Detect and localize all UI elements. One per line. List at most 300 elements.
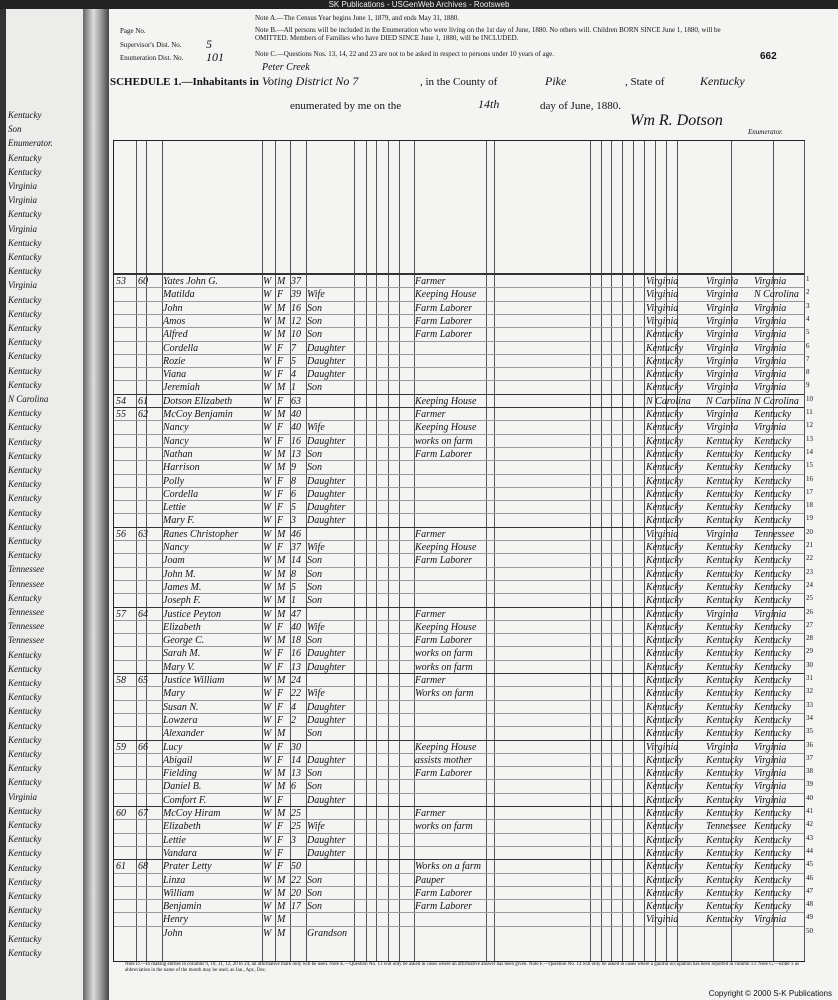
facing-entry: Virginia bbox=[8, 195, 37, 206]
table-row bbox=[114, 354, 810, 368]
cell-c: W bbox=[263, 688, 272, 700]
cell-bm: Virginia bbox=[754, 781, 787, 793]
table-row bbox=[114, 674, 813, 687]
row-rule bbox=[114, 500, 804, 501]
cell-bf: Kentucky bbox=[706, 448, 744, 460]
row-rule bbox=[114, 553, 804, 554]
cell-name: Amos bbox=[163, 315, 186, 327]
table-row bbox=[114, 461, 813, 474]
cell-bf: Virginia bbox=[706, 289, 739, 301]
cell-a: 37 bbox=[291, 276, 301, 287]
cell-s: M bbox=[277, 382, 286, 394]
line-number: 35 bbox=[806, 727, 813, 736]
cell-a: 13 bbox=[291, 661, 301, 673]
cell-name: Justice William bbox=[163, 675, 225, 686]
line-number: 10 bbox=[806, 394, 813, 403]
cell-rel: Son bbox=[307, 595, 322, 607]
line-number: 49 bbox=[806, 913, 813, 922]
table-row bbox=[114, 447, 813, 461]
table-row bbox=[114, 527, 813, 541]
cell-bf: Kentucky bbox=[706, 901, 744, 913]
line-number: 1 bbox=[806, 275, 810, 283]
cell-bf: Kentucky bbox=[706, 754, 744, 766]
cell-occ: assists mother bbox=[415, 754, 472, 766]
line-number: 42 bbox=[806, 820, 813, 829]
cell-a: 47 bbox=[291, 608, 301, 620]
cell-c: W bbox=[263, 462, 272, 474]
row-rule bbox=[114, 420, 804, 421]
line-number: 12 bbox=[806, 421, 813, 430]
row-rule bbox=[114, 926, 804, 927]
cell-bm: Kentucky bbox=[754, 887, 792, 899]
row-rule bbox=[114, 859, 804, 860]
cell-b: Kentucky bbox=[646, 515, 684, 527]
facing-entry: N Carolina bbox=[8, 394, 49, 404]
cell-s: F bbox=[277, 289, 284, 301]
cell-occ: works on farm bbox=[415, 648, 473, 660]
table-row bbox=[114, 567, 813, 581]
cell-a: 5 bbox=[291, 502, 296, 514]
cell-b: Kentucky bbox=[646, 675, 684, 686]
cell-name: Rozie bbox=[163, 355, 186, 367]
cell-b: Kentucky bbox=[646, 754, 684, 766]
cell-a: 3 bbox=[291, 834, 296, 846]
cell-rel: Son bbox=[307, 874, 322, 886]
line-number: 31 bbox=[806, 674, 813, 682]
table-row bbox=[114, 913, 813, 926]
table-row bbox=[114, 793, 813, 807]
table-row bbox=[114, 620, 813, 634]
cell-name: Joam bbox=[163, 555, 185, 567]
table-row bbox=[114, 514, 813, 527]
cell-rel: Son bbox=[307, 781, 322, 793]
cell-f: 61 bbox=[138, 395, 148, 407]
cell-s: M bbox=[277, 568, 286, 580]
table-row bbox=[114, 713, 813, 727]
cell-a: 63 bbox=[291, 395, 301, 407]
cell-rel: Son bbox=[307, 887, 322, 899]
cell-d: 57 bbox=[116, 608, 126, 620]
cell-f: 60 bbox=[138, 276, 148, 287]
facing-entry: Kentucky bbox=[8, 436, 42, 447]
book-binding bbox=[83, 9, 109, 1000]
cell-a: 25 bbox=[291, 821, 301, 833]
cell-s: M bbox=[277, 302, 286, 314]
row-rule bbox=[114, 513, 804, 514]
table-row bbox=[114, 647, 813, 660]
cell-a: 16 bbox=[291, 302, 301, 314]
cell-rel: Wife bbox=[307, 621, 325, 633]
cell-s: F bbox=[277, 369, 284, 381]
cell-rel: Son bbox=[307, 315, 322, 327]
cell-bf: Kentucky bbox=[706, 688, 744, 700]
cell-a: 13 bbox=[291, 448, 301, 460]
cell-c: W bbox=[263, 382, 272, 394]
cell-bf: Kentucky bbox=[706, 768, 744, 780]
cell-name: Sarah M. bbox=[163, 648, 201, 660]
cell-occ: Keeping House bbox=[415, 289, 477, 301]
line-number: 21 bbox=[806, 541, 813, 549]
cell-c: W bbox=[263, 528, 272, 540]
cell-occ: Farm Laborer bbox=[415, 768, 473, 780]
cell-s: M bbox=[277, 781, 286, 793]
cell-c: W bbox=[263, 808, 272, 819]
cell-s: M bbox=[277, 528, 286, 540]
facing-entry: Kentucky bbox=[8, 649, 42, 660]
cell-c: W bbox=[263, 342, 272, 354]
cell-a: 24 bbox=[291, 675, 301, 686]
cell-name: Nancy bbox=[163, 422, 189, 434]
table-row bbox=[114, 833, 813, 847]
cell-b: Virginia bbox=[646, 315, 679, 327]
cell-a: 37 bbox=[291, 542, 301, 553]
cell-b: Virginia bbox=[646, 289, 679, 301]
cell-rel: Son bbox=[307, 555, 322, 567]
cell-b: Kentucky bbox=[646, 568, 684, 580]
line-number: 4 bbox=[806, 314, 810, 323]
note-c: Note C.—Questions Nos. 13, 14, 22 and 23 are not to be asked in respect to persons under 10 years of age. bbox=[255, 50, 554, 58]
cell-rel: Daughter bbox=[307, 661, 346, 673]
cell-b: Kentucky bbox=[646, 768, 684, 780]
cell-name: Fielding bbox=[163, 768, 197, 780]
cell-occ: Farmer bbox=[415, 409, 446, 420]
table-row bbox=[114, 314, 810, 328]
cell-b: Kentucky bbox=[646, 834, 684, 846]
cell-b: Kentucky bbox=[646, 808, 684, 819]
facing-entry: Kentucky bbox=[8, 493, 42, 504]
facing-entry: Virginia bbox=[8, 223, 37, 234]
cell-name: Susan N. bbox=[163, 701, 199, 713]
cell-b: Kentucky bbox=[646, 728, 684, 740]
facing-entry: Kentucky bbox=[8, 308, 42, 319]
row-rule bbox=[114, 580, 804, 581]
cell-f: 68 bbox=[138, 861, 148, 873]
row-rule bbox=[114, 899, 804, 900]
row-rule bbox=[114, 806, 804, 807]
row-rule bbox=[114, 447, 804, 448]
row-rule bbox=[114, 646, 804, 647]
cell-s: F bbox=[277, 502, 284, 514]
table-row bbox=[114, 275, 810, 288]
facing-entry: Kentucky bbox=[8, 862, 42, 873]
cell-name: Vandara bbox=[163, 847, 197, 859]
cell-bm: Virginia bbox=[754, 741, 787, 753]
facing-entry: Enumerator. bbox=[8, 138, 53, 149]
cell-name: John M. bbox=[163, 568, 196, 580]
line-number: 27 bbox=[806, 620, 813, 629]
cell-c: W bbox=[263, 329, 272, 341]
state: Kentucky bbox=[700, 74, 745, 88]
cell-bm: Kentucky bbox=[754, 635, 792, 647]
enumerator-label: Enumerator. bbox=[748, 128, 783, 136]
facing-entry: Tennessee bbox=[8, 564, 45, 575]
facing-entry: Kentucky bbox=[8, 337, 42, 348]
cell-bm: Kentucky bbox=[754, 847, 792, 859]
cell-b: Kentucky bbox=[646, 435, 684, 447]
facing-entry: Kentucky bbox=[8, 365, 42, 376]
cell-b: N Carolina bbox=[646, 395, 691, 407]
table-row bbox=[114, 753, 813, 767]
cell-c: W bbox=[263, 502, 272, 514]
cell-a: 10 bbox=[291, 329, 301, 341]
cell-c: W bbox=[263, 488, 272, 500]
cell-bf: Kentucky bbox=[706, 635, 744, 647]
cell-name: Prater Letty bbox=[163, 861, 212, 873]
cell-b: Kentucky bbox=[646, 369, 684, 381]
cell-c: W bbox=[263, 635, 272, 647]
cell-bf: Virginia bbox=[706, 409, 739, 420]
cell-bf: Kentucky bbox=[706, 648, 744, 660]
facing-entry: Kentucky bbox=[8, 536, 42, 546]
cell-s: F bbox=[277, 621, 284, 633]
cell-bm: Kentucky bbox=[754, 714, 792, 726]
cell-a: 4 bbox=[291, 701, 296, 713]
cell-s: M bbox=[277, 914, 286, 926]
cell-d: 53 bbox=[116, 276, 126, 287]
facing-entry: Kentucky bbox=[8, 323, 42, 333]
cell-c: W bbox=[263, 648, 272, 660]
cell-bf: Kentucky bbox=[706, 581, 744, 593]
cell-c: W bbox=[263, 874, 272, 886]
cell-bf: Kentucky bbox=[706, 914, 744, 926]
line-number: 13 bbox=[806, 434, 813, 443]
title-bar: SK Publications - USGenWeb Archives - Rootsweb bbox=[0, 0, 838, 9]
table-row bbox=[114, 328, 810, 341]
cell-name: Matilda bbox=[163, 289, 195, 301]
page-no-label: Page No. bbox=[120, 27, 146, 35]
cell-rel: Son bbox=[307, 462, 322, 474]
county-label: , in the County of bbox=[420, 76, 498, 88]
cell-c: W bbox=[263, 422, 272, 434]
cell-bm: N Carolina bbox=[754, 395, 799, 407]
cell-name: Mary V. bbox=[163, 661, 195, 673]
facing-entry: Kentucky bbox=[8, 905, 42, 916]
facing-entry: Kentucky bbox=[8, 507, 42, 518]
cell-a: 1 bbox=[291, 382, 296, 394]
cell-c: W bbox=[263, 542, 272, 553]
cell-occ: works on farm bbox=[415, 821, 473, 833]
cell-bf: Kentucky bbox=[706, 861, 744, 873]
cell-name: Polly bbox=[163, 475, 185, 487]
facing-entry: Kentucky bbox=[8, 592, 42, 603]
cell-bm: Kentucky bbox=[754, 821, 792, 833]
cell-a: 14 bbox=[291, 754, 301, 766]
cell-s: F bbox=[277, 542, 284, 553]
cell-bf: Kentucky bbox=[706, 661, 744, 673]
cell-b: Kentucky bbox=[646, 542, 684, 553]
table-row bbox=[114, 368, 810, 381]
row-rule bbox=[114, 593, 804, 594]
cell-bf: Kentucky bbox=[706, 675, 744, 686]
cell-c: W bbox=[263, 661, 272, 673]
facing-entry: Kentucky bbox=[8, 266, 42, 277]
table-row bbox=[114, 594, 813, 607]
row-rule bbox=[114, 367, 804, 368]
cell-s: F bbox=[277, 754, 284, 766]
table-row bbox=[114, 288, 810, 301]
cell-name: Joseph F. bbox=[163, 595, 201, 607]
table-row bbox=[114, 926, 813, 940]
cell-b: Kentucky bbox=[646, 861, 684, 873]
line-number: 46 bbox=[806, 873, 813, 882]
cell-c: W bbox=[263, 834, 272, 846]
cell-b: Kentucky bbox=[646, 462, 684, 474]
cell-b: Virginia bbox=[646, 302, 679, 314]
cell-s: M bbox=[277, 448, 286, 460]
cell-bf: Virginia bbox=[706, 329, 739, 341]
cell-bm: Virginia bbox=[754, 422, 787, 434]
cell-a: 4 bbox=[291, 369, 296, 381]
cell-b: Kentucky bbox=[646, 781, 684, 793]
line-number: 18 bbox=[806, 501, 813, 510]
cell-d: 58 bbox=[116, 675, 126, 686]
facing-entry: Kentucky bbox=[8, 521, 42, 532]
cell-s: M bbox=[277, 608, 286, 620]
row-rule bbox=[114, 673, 804, 674]
cell-bm: Virginia bbox=[754, 382, 787, 394]
cell-rel: Daughter bbox=[307, 648, 346, 660]
cell-occ: works on farm bbox=[415, 435, 473, 447]
cell-c: W bbox=[263, 475, 272, 487]
cell-s: F bbox=[277, 794, 284, 806]
cell-c: W bbox=[263, 395, 272, 407]
cell-s: M bbox=[277, 276, 286, 287]
cell-c: W bbox=[263, 289, 272, 301]
district: Voting District No 7 bbox=[262, 74, 359, 88]
cell-b: Kentucky bbox=[646, 621, 684, 633]
cell-bm: Kentucky bbox=[754, 688, 792, 700]
cell-a: 6 bbox=[291, 488, 296, 500]
cell-s: F bbox=[277, 701, 284, 713]
cell-name: Dotson Elizabeth bbox=[163, 395, 233, 407]
cell-b: Kentucky bbox=[646, 714, 684, 726]
cell-a: 16 bbox=[291, 435, 301, 447]
cell-bm: Kentucky bbox=[754, 542, 792, 553]
cell-bm: N Carolina bbox=[754, 289, 799, 301]
row-rule bbox=[114, 873, 804, 874]
table-row bbox=[114, 394, 813, 408]
line-number: 41 bbox=[806, 807, 813, 815]
cell-name: Nancy bbox=[163, 435, 189, 447]
cell-bm: Kentucky bbox=[754, 648, 792, 660]
row-rule bbox=[114, 487, 804, 488]
cell-name: Abigail bbox=[163, 754, 193, 766]
note-b: Note B.—All persons will be included in the Enumeration who were living on the 1st day of June, 1880. No others will. Children BORN SINCE June 1, 1880, will be OMITTED. Members of Families who have DIED SINCE June 1, 1880, will be INCLUDED. bbox=[255, 26, 721, 42]
cell-s: M bbox=[277, 635, 286, 647]
cell-b: Kentucky bbox=[646, 475, 684, 487]
cell-name: Ranes Christopher bbox=[163, 528, 239, 540]
cell-name: Cordella bbox=[163, 342, 199, 354]
cell-d: 59 bbox=[116, 741, 126, 753]
line-number: 32 bbox=[806, 687, 813, 696]
cell-name: Mary F. bbox=[163, 515, 195, 527]
cell-f: 65 bbox=[138, 675, 148, 686]
cell-name: Lucy bbox=[163, 741, 183, 753]
cell-bf: Kentucky bbox=[706, 794, 744, 806]
cell-b: Kentucky bbox=[646, 409, 684, 420]
facing-entry: Kentucky bbox=[8, 351, 42, 362]
cell-f: 67 bbox=[138, 808, 148, 819]
cell-bm: Kentucky bbox=[754, 502, 792, 514]
column-rule bbox=[804, 141, 805, 961]
table-row bbox=[114, 301, 810, 315]
cell-d: 56 bbox=[116, 528, 126, 540]
cell-s: M bbox=[277, 874, 286, 886]
cell-b: Virginia bbox=[646, 914, 679, 926]
cell-s: F bbox=[277, 355, 284, 367]
table-row bbox=[114, 381, 810, 394]
cell-s: F bbox=[277, 342, 284, 354]
cell-rel: Daughter bbox=[307, 369, 346, 381]
cell-bf: Kentucky bbox=[706, 435, 744, 447]
line-number: 24 bbox=[806, 580, 813, 589]
cell-b: Kentucky bbox=[646, 422, 684, 434]
cell-f: 63 bbox=[138, 528, 148, 540]
cell-bm: Virginia bbox=[754, 768, 787, 780]
cell-b: Kentucky bbox=[646, 502, 684, 514]
row-rule bbox=[114, 274, 804, 275]
cell-bm: Kentucky bbox=[754, 808, 792, 819]
cell-rel: Son bbox=[307, 329, 322, 341]
cell-rel: Wife bbox=[307, 821, 325, 833]
enumerated-label: enumerated by me on the bbox=[290, 100, 402, 112]
cell-a: 30 bbox=[291, 741, 301, 753]
line-number: 6 bbox=[806, 341, 810, 350]
cell-rel: Wife bbox=[307, 688, 325, 700]
facing-entry: Kentucky bbox=[8, 209, 42, 220]
cell-occ: Farm Laborer bbox=[415, 555, 473, 567]
cell-a: 22 bbox=[291, 874, 301, 886]
cell-b: Kentucky bbox=[646, 382, 684, 394]
cell-a: 12 bbox=[291, 315, 301, 327]
table-row bbox=[114, 474, 813, 488]
cell-rel: Daughter bbox=[307, 515, 346, 527]
cell-d: 61 bbox=[116, 861, 126, 873]
facing-entry: Kentucky bbox=[8, 820, 42, 830]
facing-entry: Kentucky bbox=[8, 479, 42, 490]
cell-s: F bbox=[277, 395, 284, 407]
cell-c: W bbox=[263, 369, 272, 381]
cell-s: M bbox=[277, 409, 286, 420]
facing-entry: Kentucky bbox=[8, 465, 42, 475]
row-rule bbox=[114, 633, 804, 634]
cell-name: McCoy Hiram bbox=[163, 808, 221, 819]
cell-a: 14 bbox=[291, 555, 301, 567]
cell-s: M bbox=[277, 462, 286, 474]
cell-c: W bbox=[263, 595, 272, 607]
cell-c: W bbox=[263, 355, 272, 367]
cell-occ: Keeping House bbox=[415, 741, 477, 753]
cell-bf: Virginia bbox=[706, 608, 739, 620]
cell-c: W bbox=[263, 914, 272, 926]
cell-name: Lowzera bbox=[163, 714, 198, 726]
row-rule bbox=[114, 407, 804, 408]
cell-a: 7 bbox=[291, 342, 296, 354]
row-rule bbox=[114, 434, 804, 435]
cell-s: F bbox=[277, 475, 284, 487]
row-rule bbox=[114, 327, 804, 328]
facing-entry: Kentucky bbox=[8, 550, 42, 561]
cell-name: Nancy bbox=[163, 542, 189, 553]
cell-bf: Virginia bbox=[706, 528, 739, 540]
cell-f: 62 bbox=[138, 409, 148, 420]
cell-c: W bbox=[263, 581, 272, 593]
cell-occ: Keeping House bbox=[415, 422, 477, 434]
cell-b: Kentucky bbox=[646, 688, 684, 700]
cell-bf: Kentucky bbox=[706, 475, 744, 487]
cell-name: George C. bbox=[163, 635, 205, 647]
cell-bm: Kentucky bbox=[754, 555, 792, 567]
